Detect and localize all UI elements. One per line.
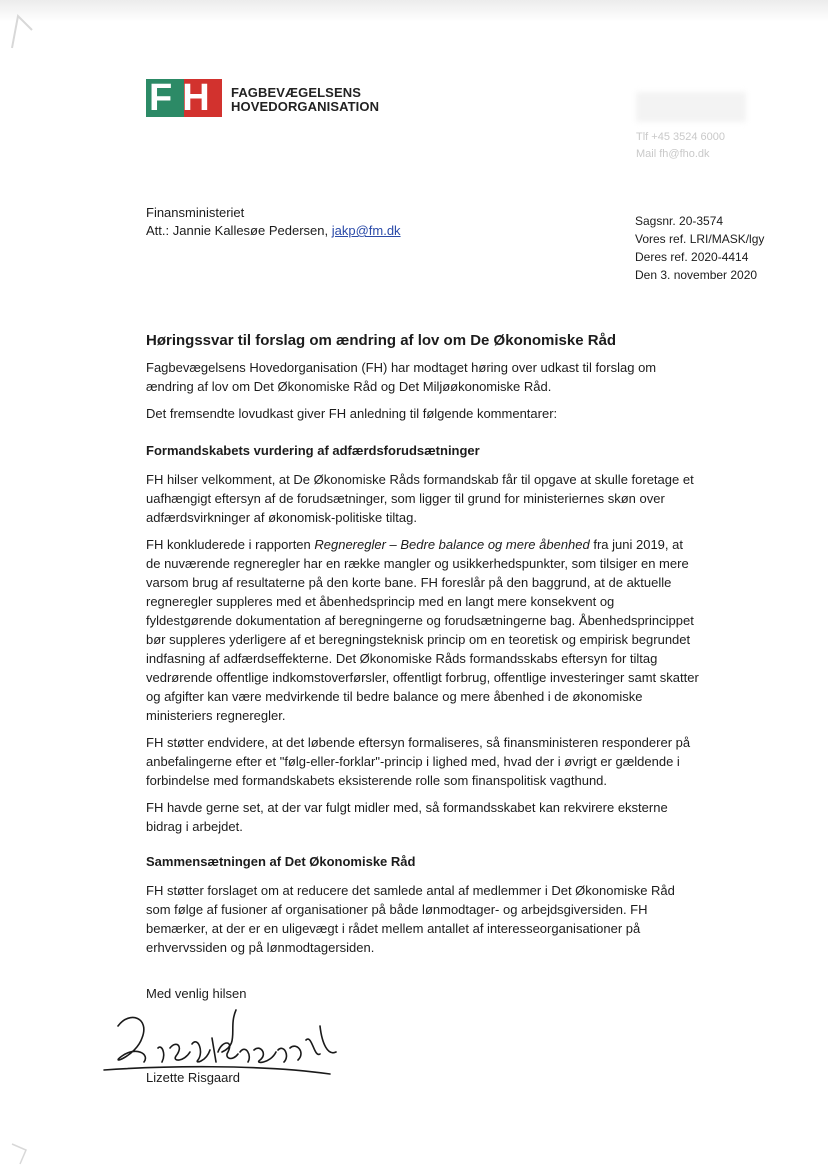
sender-address-faded [636,92,746,122]
case-number: Sagsnr. 20-3574 [635,214,724,228]
section1-heading: Formandskabets vurdering af adfærdsforudsætninger [146,443,480,458]
section1-paragraph-1: FH hilser velkomment, at De Økonomiske Råds formandskab får til opgave at skulle foretage et uafhængigt eftersyn af de forudsætninger, som ligger til grund for ministeriernes skøn over adfærdsvirkninger af økonomisk-politiske tiltag. [146,472,694,525]
recipient-email-link[interactable]: jakp@fm.dk [331,223,401,238]
letter-date: Den 3. november 2020 [635,268,758,282]
logo-letters: FH [149,77,220,119]
recipient-att-label: Att.: Jannie Kallesøe Pedersen, [146,223,332,238]
section1-paragraph-3: FH støtter endvidere, at det løbende eftersyn formaliseres, så finansministeren responderer på anbefalingerne efter et "følg-eller-forklar"-princip i lighed med, hvad der i øvrigt er gældende i forbindelse med formandskabets eksisterende rolle som finanspolitisk vagthund. [146,735,691,788]
intro-paragraph-1: Fagbevægelsens Hovedorganisation (FH) har modtaget høring over udkast til forslag om ændring af lov om Det Økonomiske Råd og Det Miljøøkonomiske Råd. [146,360,657,394]
recipient-name: Finansministeriet [146,205,245,220]
scan-corner-mark-bottom [10,1140,32,1166]
your-reference: Deres ref. 2020-4414 [635,250,749,264]
sender-contact [636,129,725,163]
section2-paragraph-1: FH støtter forslaget om at reducere det samlede antal af medlemmer i Det Økonomiske Råd som følge af fusioner af organisationer på både lønmodtager- og arbejdsgiversiden. FH bemærker, at der er en uligevægt i rådet mellem antallet af interesseorganisationer på erhvervssiden og på lønmodtagersiden. [146,883,675,955]
our-reference: Vores ref. LRI/MASK/lgy [635,232,765,246]
page-top-edge [0,0,828,22]
closing-greeting: Med venlig hilsen [146,986,247,1001]
org-name [231,86,379,114]
section1-paragraph-4: FH havde gerne set, at der var fulgt midler med, så formandsskabet kan rekvirere eksterne bidrag i arbejdet. [146,800,668,834]
intro-paragraph-2: Det fremsendte lovudkast giver FH anledning til følgende kommentarer: [146,406,558,421]
org-name-line1: FAGBEVÆGELSENS [231,85,361,100]
sender-mail: Mail fh@fho.dk [636,148,710,160]
p2-before: FH konkluderede i rapporten [146,537,315,552]
report-title: Regneregler – Bedre balance og mere åbenhed [314,537,590,552]
reference-block [635,212,764,266]
signer-name: Lizette Risgaard [146,1070,240,1085]
letter-title: Høringssvar til forslag om ændring af lov om De Økonomiske Råd [146,332,617,349]
recipient-attention [146,222,401,240]
recipient-block [146,204,401,240]
p2-after: fra juni 2019, at de nuværende regneregler har en række mangler og usikkerhedspunkter, som tilsiger en mere varsom brug af resultaterne på den korte bane. FH foreslår på den baggrund, at de aktuelle regneregler suppleres med et åbenhedsprincip med en langt mere konsekvent og fyldestgørende dokumentation af beregningerne og forudsætningerne bag. Åbenhedsprincippet bør suppleres yderligere af et beregningsteknisk princip om en teoretisk og empirisk begrundet indfasning af adfærdseffekterne. Det Økonomiske Råds formandsskabs eftersyn for tiltag vedrørende offentlige indkomstoverførsler, offentligt forbrug, offentlige investeringer samt skatter og afgifter kan være medvirkende til bedre balance og mere åbenhed i de økonomiske ministeriers regneregler. [146,537,699,723]
org-name-line2: HOVEDORGANISATION [231,99,380,114]
section2-heading: Sammensætningen af Det Økonomiske Råd [146,854,416,869]
scan-corner-mark [8,10,34,50]
sender-phone: Tlf +45 3524 6000 [636,131,725,143]
logo-letters-overlay [146,79,222,117]
section1-paragraph-2 [146,535,701,725]
